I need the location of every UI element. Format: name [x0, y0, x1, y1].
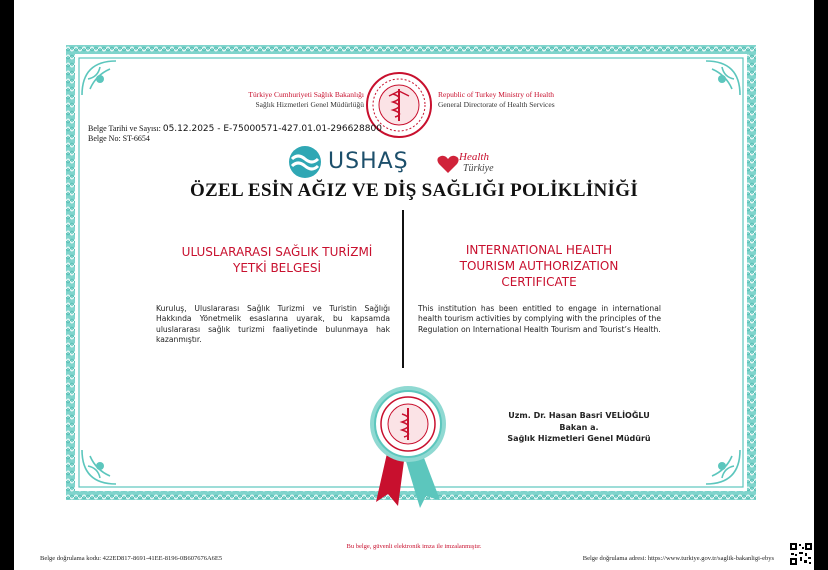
center-divider: [402, 210, 404, 368]
heart-icon: [437, 154, 459, 174]
document-number: Belge No: ST-6654: [88, 134, 150, 143]
signatory-role: Bakan a.: [559, 422, 599, 432]
signatory-name: Uzm. Dr. Hasan Basri VELİOĞLU: [508, 411, 650, 420]
tr-certificate-heading: [162, 244, 392, 276]
turkiye-text: Türkiye: [463, 163, 494, 174]
ushas-logo: [288, 145, 418, 179]
tr-heading-line2: YETKİ BELGESİ: [232, 261, 321, 275]
verification-address: Belge doğrulama adresi: https://www.turkiye.gov.tr/saglik-bakanligi-ebys: [582, 555, 774, 562]
tr-certificate-body: Kuruluş, Uluslararası Sağlık Turizmi ve Turistin Sağlığı Hakkında Yönetmelik esaslarına uyarak, bu kapsamda uluslararası sağlık turizmi faaliyetinde bulunmaya hak kazanmıştır.: [156, 304, 390, 345]
date-label: Belge Tarihi ve Sayısı:: [88, 124, 161, 133]
health-turkiye-logo: [437, 148, 517, 180]
certificate-page: [14, 0, 814, 570]
ushas-wave-icon: [288, 145, 322, 179]
en-heading-line3: CERTIFICATE: [501, 275, 577, 289]
signatory-title: Sağlık Hizmetleri Genel Müdürü: [507, 434, 651, 443]
tr-ministry-label: Türkiye Cumhuriyeti Sağlık Bakanlığı: [248, 90, 364, 99]
en-certificate-heading: [424, 242, 654, 290]
e-signature-note: Bu belge, güvenli elektronik imza ile imzalanmıştır.: [346, 543, 482, 550]
en-heading-line1: INTERNATIONAL HEALTH: [465, 243, 613, 257]
header-turkish: [154, 90, 364, 109]
en-ministry-label: Republic of Turkey Ministry of Health: [438, 90, 555, 99]
header-english: [438, 90, 658, 109]
en-heading-line2: TOURISM AUTHORIZATION: [459, 259, 619, 273]
institution-name: ÖZEL ESİN AĞIZ VE DİŞ SAĞLIĞI POLİKLİNİĞİ: [189, 180, 639, 201]
tr-heading-line1: ULUSLARARASI SAĞLIK TURİZMİ: [181, 245, 373, 259]
ushas-text: USHAŞ: [328, 149, 409, 174]
document-info: [88, 124, 382, 144]
verification-code: Belge doğrulama kodu: 422ED817-8691-41EE-8196-0B607676A6E5: [40, 555, 223, 562]
tr-directorate-label: Sağlık Hizmetleri Genel Müdürlüğü: [255, 99, 364, 109]
en-certificate-body: This institution has been entitled to engage in international health tourism activities by complying with the principles of the Regulation on International Health Tourism and Tourist’s Health.: [418, 304, 661, 334]
ribbon-seal-icon: [360, 384, 456, 508]
en-directorate-label: General Directorate of Health Services: [438, 99, 555, 109]
signature-block: [484, 410, 674, 445]
qr-code-icon: [790, 543, 812, 565]
date-value: 05.12.2025 - E-75000571-427.01.01-296628800: [162, 124, 382, 134]
health-text: Health: [459, 151, 489, 163]
